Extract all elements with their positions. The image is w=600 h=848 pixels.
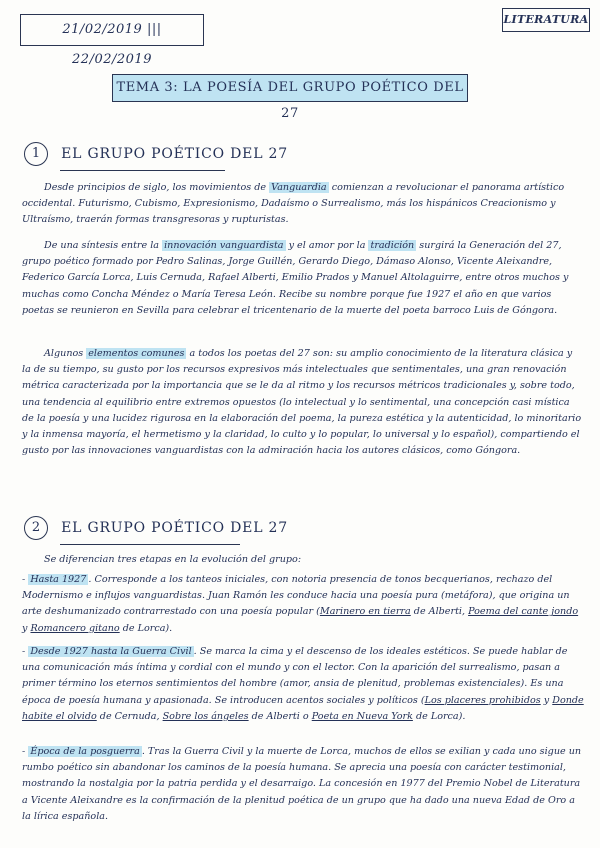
work-title: Los placeres prohibidos [424, 694, 541, 706]
highlight-term: Vanguardia [271, 182, 327, 193]
text-run: de Lorca). [412, 710, 466, 722]
text-run: de Alberti o [248, 710, 312, 722]
section-1-heading [24, 142, 288, 170]
text-run: . Corresponde a los tanteos iniciales, con notoria presencia de tonos becquerianos, rechazo del Modernismo e influjos vanguardistas. Juan Ramón les conduce hacia una poesía pura (metáfora), que origina un arte deshumanizado contrarrestado con una poesía popular ( [22, 574, 570, 618]
work-title: Poema del cante jondo [468, 606, 579, 618]
section-2-heading [24, 516, 288, 544]
section-1-number: 1 [24, 142, 48, 166]
stage-3-item [22, 744, 584, 825]
text-run: a todos los poetas del 27 son: su amplio conocimiento de la literatura clásica y la de su tiempo, su gusto por los recursos expresivos más intelectuales que sentimentales, una gran renovación métrica caracterizada por la importancia que se le da al ritmo y los recursos métricos tradicionales y, sobre todo, una tendencia al equilibrio entre extremos opuestos (lo intelectual y lo sentimental, una concepción casi mística de la poesía y una lucidez rigurosa en la elaboración del poema, la pureza estética y la autenticidad, lo minoritario y la inmensa mayoría, el hermetismo y la claridad, lo culto y lo popular, lo universal y lo español), compartiendo el gusto por las innovaciones vanguardistas con la admiración hacia los autores clásicos, como Góngora. [22, 348, 582, 457]
text-run: de Lorca). [119, 622, 173, 634]
work-title: Donde habite el olvido [22, 694, 584, 722]
work-title: Romancero gitano [30, 622, 120, 634]
highlight-term: elementos comunes [88, 348, 185, 359]
text-run: Desde principios de siglo, los movimientos de [44, 182, 270, 193]
text-run: y el amor por la [285, 240, 369, 251]
subject-label [502, 8, 590, 32]
text-run: Algunos [44, 348, 87, 359]
section-2-intro [22, 552, 584, 568]
text-run: y [22, 622, 31, 634]
list-dash: - [22, 746, 26, 757]
page-title-text: TEMA 3: LA POESÍA DEL GRUPO POÉTICO DEL 27 [116, 80, 464, 121]
section-2-title: EL GRUPO POÉTICO DEL 27 [61, 520, 288, 536]
text-run: de Alberti, [410, 606, 469, 618]
section-1-title: EL GRUPO POÉTICO DEL 27 [61, 146, 288, 162]
section-1-paragraph-3 [22, 346, 584, 459]
highlight-term: tradición [370, 240, 415, 251]
section-2-number: 2 [24, 516, 48, 540]
work-title: Sobre los ángeles [162, 710, 249, 722]
section-1-underline [60, 170, 225, 171]
work-title: Marinero en tierra [319, 606, 411, 618]
stage-2-label: Desde 1927 hasta la Guerra Civil [30, 646, 192, 657]
text-run: de Cernuda, [96, 710, 163, 722]
stage-3-label: Época de la posguerra [30, 746, 140, 757]
work-title: Poeta en Nueva York [311, 710, 413, 722]
stage-1-item [22, 572, 584, 637]
stage-2-item [22, 644, 584, 725]
list-dash: - [22, 646, 26, 657]
text-run: y [540, 694, 553, 706]
text-run: surgirá la Generación del 27, grupo poético formado por Pedro Salinas, Jorge Guillén, Gerardo Diego, Dámaso Alonso, Vicente Aleixandre, Federico García Lorca, Luis Cernuda, Rafael Alberti, Emilio Prados y Manuel Altolaguirre, entre otros muchos y muchas como Concha Méndez o María Teresa León. Recibe su nombre porque fue 1927 el año en que varios poetas se reunieron en Sevilla para celebrar el tricentenario de la muerte del poeta barroco Luis de Góngora. [22, 240, 569, 316]
text-run: . Se marca la cima y el descenso de los ideales estéticos. Se puede hablar de una comunicación más íntima y cordial con el mundo y con el lector. Con la aparición del surrealismo, pasan a primer término los eternos sentimientos del hombre (amor, ansia de plenitud, problemas existenciales). Es una época de poesía humana y apasionada. Se introducen acentos sociales y políticos ( [22, 646, 568, 706]
date-box [20, 14, 204, 67]
list-dash: - [22, 574, 26, 585]
section-1-paragraph-1 [22, 180, 584, 229]
text-run: comienzan a revolucionar el panorama artístico occidental. Futurismo, Cubismo, Expresionismo, Dadaísmo o Surrealismo, más los hispánicos Creacionismo y Ultraísmo, traerán formas transgresoras y rupturistas. [22, 182, 565, 226]
text-run: . Tras la Guerra Civil y la muerte de Lorca, muchos de ellos se exilian y cada uno sigue un rumbo poético sin abandonar los caminos de la poesía humana. Se aprecia una poesía con carácter testimonial, mostrando la nostalgia por la patria perdida y el desarraigo. La concesión en 1977 del Premio Nobel de Literatura a Vicente Aleixandre es la confirmación de la plenitud poética de un grupo que ha dado una nueva Edad de Oro a la lírica española. [22, 746, 582, 822]
highlight-term: innovación vanguardista [164, 240, 284, 251]
stage-1-label: Hasta 1927 [30, 574, 87, 585]
subject-text: LITERATURA [503, 13, 589, 26]
section-1-paragraph-2 [22, 238, 584, 319]
text-run: De una síntesis entre la [44, 240, 163, 251]
section-2-underline [60, 544, 240, 545]
page-title [112, 74, 468, 121]
text-run: Se diferencian tres etapas en la evolución del grupo: [44, 554, 302, 565]
date-text: 21/02/2019 ||| 22/02/2019 [62, 22, 162, 67]
